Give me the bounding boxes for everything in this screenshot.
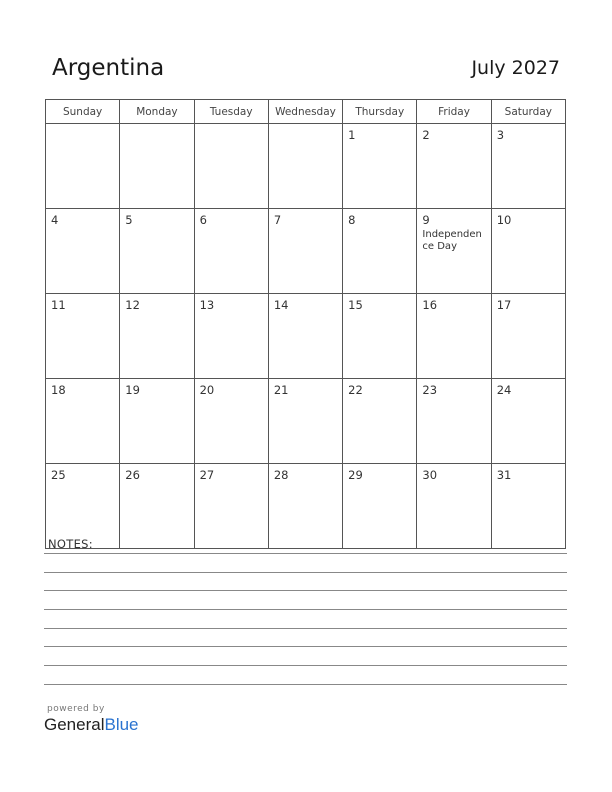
- day-number: 25: [51, 468, 66, 482]
- day-cell: [194, 379, 268, 464]
- day-cell: [417, 294, 491, 379]
- day-number: 10: [496, 213, 512, 227]
- day-number: 22: [348, 383, 363, 397]
- day-cell: [46, 379, 120, 464]
- day-number: 27: [199, 468, 215, 482]
- day-cell: [46, 464, 120, 549]
- day-cell: [120, 209, 194, 294]
- day-number: 30: [422, 468, 438, 482]
- day-number: 6: [199, 213, 207, 227]
- weekday-header: Tuesday: [194, 100, 268, 124]
- day-number: 28: [273, 468, 289, 482]
- note-line: [44, 553, 567, 554]
- day-number: 17: [496, 298, 512, 312]
- day-cell: [194, 124, 268, 209]
- day-cell: [491, 124, 565, 209]
- note-line: [44, 628, 567, 629]
- day-cell: [120, 379, 194, 464]
- day-number: 21: [273, 383, 289, 397]
- day-number: 13: [199, 298, 215, 312]
- generalblue-logo: [44, 715, 139, 735]
- country-title: Argentina: [52, 55, 165, 81]
- day-cell: [268, 379, 342, 464]
- day-cell: [120, 124, 194, 209]
- day-cell: [491, 379, 565, 464]
- note-line: [44, 646, 567, 647]
- day-cell: [343, 379, 417, 464]
- day-cell: [491, 464, 565, 549]
- day-number: 18: [51, 383, 66, 397]
- day-cell: [343, 209, 417, 294]
- note-line: [44, 590, 567, 591]
- day-number: 24: [496, 383, 512, 397]
- day-number: 29: [348, 468, 363, 482]
- day-cell: [268, 124, 342, 209]
- weekday-header: Sunday: [46, 100, 120, 124]
- month-title: July 2027: [471, 57, 560, 79]
- day-number: 4: [51, 213, 59, 227]
- day-number: 2: [422, 128, 430, 142]
- holiday-label: Independence Day: [422, 229, 482, 252]
- day-number: 1: [348, 128, 356, 142]
- day-cell: [343, 294, 417, 379]
- day-cell: [46, 209, 120, 294]
- day-number: 8: [348, 213, 356, 227]
- weekday-header: Monday: [120, 100, 194, 124]
- day-cell: [268, 209, 342, 294]
- day-number: 5: [125, 213, 133, 227]
- day-number: 26: [125, 468, 140, 482]
- day-cell: [120, 294, 194, 379]
- weekday-header-row: [46, 100, 566, 124]
- day-number: 20: [199, 383, 215, 397]
- week-row: [46, 124, 566, 209]
- weekday-header: Wednesday: [268, 100, 342, 124]
- day-cell: [417, 464, 491, 549]
- day-number: 14: [273, 298, 289, 312]
- day-number: 23: [422, 383, 438, 397]
- week-row: [46, 209, 566, 294]
- weekday-header: Thursday: [343, 100, 417, 124]
- day-number: 16: [422, 298, 438, 312]
- note-line: [44, 609, 567, 610]
- day-number: 11: [51, 298, 66, 312]
- day-cell: [268, 294, 342, 379]
- day-cell: [343, 124, 417, 209]
- day-cell: [194, 464, 268, 549]
- day-number: 7: [273, 213, 282, 227]
- weekday-header: Saturday: [491, 100, 565, 124]
- day-cell: [194, 209, 268, 294]
- note-line: [44, 572, 567, 573]
- note-line: [44, 665, 567, 666]
- week-row: [46, 294, 566, 379]
- note-line: [44, 684, 567, 685]
- logo-blue: Blue: [104, 715, 139, 734]
- day-number: 15: [348, 298, 363, 312]
- day-cell: [491, 294, 565, 379]
- day-cell: [120, 464, 194, 549]
- notes-label: NOTES:: [48, 537, 93, 551]
- week-row: [46, 464, 566, 549]
- calendar-body: [46, 124, 566, 549]
- day-cell: [194, 294, 268, 379]
- day-number: 19: [125, 383, 140, 397]
- calendar-grid: [45, 99, 566, 549]
- brand-footer: [44, 704, 139, 735]
- day-cell: [417, 209, 491, 294]
- day-number: 12: [125, 298, 140, 312]
- day-cell: [343, 464, 417, 549]
- powered-by-text: powered by: [47, 704, 105, 714]
- day-cell: [46, 124, 120, 209]
- day-cell: [417, 124, 491, 209]
- day-number: 3: [496, 128, 505, 142]
- day-cell: [46, 294, 120, 379]
- day-number: 9: [422, 213, 430, 227]
- day-cell: [417, 379, 491, 464]
- week-row: [46, 379, 566, 464]
- day-cell: [491, 209, 565, 294]
- weekday-header: Friday: [417, 100, 491, 124]
- logo-general: General: [44, 715, 105, 734]
- day-cell: [268, 464, 342, 549]
- day-number: 31: [496, 468, 512, 482]
